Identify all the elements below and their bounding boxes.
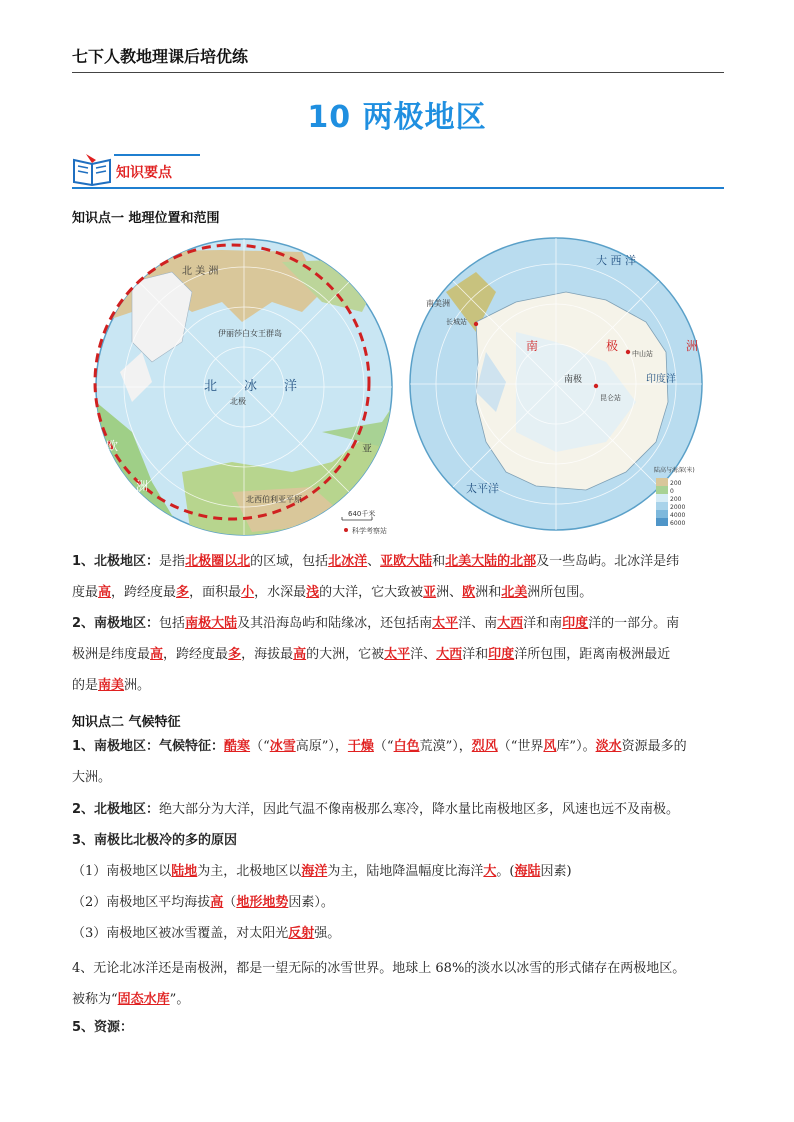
answer: 浅: [306, 585, 320, 600]
answer: 高: [293, 647, 307, 662]
answer: 干燥: [347, 739, 374, 754]
answer: 冰雪: [269, 739, 296, 754]
text: 包括: [159, 616, 186, 631]
text: 的大洲，它被: [306, 647, 385, 662]
answer: 海洋: [301, 864, 328, 879]
text: 被称为“: [72, 992, 118, 1007]
text: 为主，北极地区以: [197, 864, 302, 879]
legend-value-4: 4000: [670, 512, 686, 519]
map-label-siberia: 北西伯利亚平原: [246, 495, 302, 504]
answer: 太平: [432, 616, 459, 631]
arctic-map: [72, 232, 398, 542]
text: 。(: [496, 864, 515, 879]
map-label-zhou: 洲: [136, 479, 149, 493]
label-arctic-climate: 2、北极地区：: [72, 802, 160, 817]
map-label-great-wall: 长城站: [446, 318, 467, 326]
map-label-asia: 亚: [362, 444, 372, 455]
text: 资源最多的: [621, 739, 687, 754]
paragraph-antarctic-region: [72, 608, 724, 701]
text: 4、无论北冰洋还是南极洲，都是一望无际的冰雪世界。地球上 68%的淡水以冰雪的形式储存在两极地区。: [72, 961, 686, 976]
answer: 烈风: [471, 739, 498, 754]
answer: 风: [543, 739, 557, 754]
answer: 亚: [423, 585, 437, 600]
station-marker-icon: [344, 528, 348, 532]
section-label: 知识要点: [116, 165, 172, 181]
text: 及其沿海岛屿和陆缘冰，还包括南: [237, 616, 433, 631]
label-resources: 5、资源：: [72, 1020, 134, 1035]
page-title: 10 两极地区: [307, 100, 487, 135]
paragraph-reason-2: [72, 887, 724, 918]
text: （3）南极地区被冰雪覆盖，对太阳光: [72, 926, 289, 941]
answer: 大西: [436, 647, 463, 662]
text: 洋、: [410, 647, 437, 662]
legend-value-1: 0: [670, 488, 674, 495]
map-label-pacific: 太平洋: [466, 482, 499, 495]
paragraph-resources: [72, 1012, 724, 1043]
text: ，跨经度最: [111, 585, 177, 600]
elevation-legend-title: 陆高与海深(米): [654, 467, 695, 474]
legend-value-3: 2000: [670, 504, 686, 511]
text: 洋的一部分。南: [588, 616, 680, 631]
label-arctic: 1、北极地区：: [72, 554, 160, 569]
text: ，面积最: [189, 585, 242, 600]
answer: 固态水库: [117, 992, 170, 1007]
label-antarctic: 2、南极地区：: [72, 616, 160, 631]
map-ocean-label-2: 冰: [244, 379, 258, 394]
answer: 海陆: [514, 864, 541, 879]
section-bottom-line: [72, 187, 724, 189]
map-antarctica-label-1: 南: [526, 339, 539, 353]
map-ocean-label-1: 北: [204, 379, 218, 394]
text: （“: [373, 739, 394, 754]
map-label-zhongshan: 中山站: [632, 350, 653, 358]
answer: 高: [98, 585, 112, 600]
map-label-indian: 印度洋: [646, 374, 676, 385]
book-icon: [72, 152, 112, 186]
map-label-south-pole: 南极: [564, 375, 583, 385]
text: 因素）。: [288, 895, 334, 910]
map-label-ellesmere: 伊丽莎白女王群岛: [218, 329, 282, 338]
paragraph-ice-reservoir: [72, 953, 724, 1015]
text: 和: [432, 554, 446, 569]
station-greatwall-icon: [474, 322, 478, 326]
text: （: [223, 895, 237, 910]
answer: 陆地: [171, 864, 198, 879]
answer: 北冰洋: [328, 554, 368, 569]
text: 库”）。: [556, 739, 596, 754]
header-rule: [72, 72, 724, 73]
knowledge-point-1: 知识点一 地理位置和范围: [72, 211, 220, 226]
map-label-kunlun: 昆仑站: [600, 394, 621, 402]
answer: 多: [228, 647, 242, 662]
map-label-south-america: 南美洲: [426, 299, 450, 308]
answer: 小: [241, 585, 255, 600]
polar-maps: [72, 232, 724, 542]
text: 、: [367, 554, 381, 569]
text: 度最: [72, 585, 99, 600]
paragraph-reason-1: [72, 856, 724, 887]
label-antarctic-climate: 1、南极地区：气候特征：: [72, 739, 225, 754]
text: 洋和: [462, 647, 489, 662]
answer: 北极圈以北: [185, 554, 251, 569]
text: ，跨经度最: [163, 647, 229, 662]
text: 洲。: [124, 678, 151, 693]
text: 的大洋，它大致被: [319, 585, 424, 600]
answer: 高: [150, 647, 164, 662]
station-zhongshan-icon: [626, 350, 630, 354]
text: ，海拔最: [241, 647, 294, 662]
map-ocean-label-3: 洋: [284, 379, 298, 394]
map-label-europe: 欧: [106, 439, 119, 453]
answer: 南美: [98, 678, 125, 693]
text: 大洲。: [72, 770, 112, 785]
text: 极洲是纬度最: [72, 647, 151, 662]
answer: 太平: [384, 647, 411, 662]
answer: 白色: [393, 739, 420, 754]
text: （“: [250, 739, 270, 754]
answer: 大: [483, 864, 497, 879]
answer: 大西: [497, 616, 524, 631]
text: 高原”），: [295, 739, 348, 754]
answer: 南极大陆: [185, 616, 238, 631]
text: 洲所包围。: [527, 585, 593, 600]
section-top-line: [114, 154, 200, 156]
answer: 多: [176, 585, 190, 600]
answer: 亚欧大陆: [380, 554, 433, 569]
antarctic-map: [406, 232, 706, 542]
map-label-north-america: 北 美 洲: [182, 266, 219, 277]
map-label-north-pole: 北极: [230, 397, 246, 406]
text: 的是: [72, 678, 99, 693]
answer: 北美: [501, 585, 528, 600]
map-antarctica-label-2: 极: [606, 339, 619, 353]
label-reasons: 3、南极比北极冷的多的原因: [72, 833, 238, 848]
text: 洋和南: [523, 616, 563, 631]
map-scale: 640千米: [348, 510, 376, 518]
answer: 地形地势: [236, 895, 289, 910]
document-header: 七下人教地理课后培优练: [72, 47, 249, 66]
text: 的区域，包括: [250, 554, 329, 569]
paragraph-arctic-climate: [72, 794, 724, 825]
legend-value-5: 6000: [670, 520, 686, 527]
answer: 酷寒: [224, 739, 251, 754]
answer: 印度: [562, 616, 589, 631]
text: 洲、: [436, 585, 463, 600]
answer: 北美大陆的北部: [445, 554, 537, 569]
text: ，水深最: [254, 585, 307, 600]
legend-value-0: 200: [670, 480, 682, 487]
text: （“世界: [497, 739, 544, 754]
legend-value-2: 200: [670, 496, 682, 503]
paragraph-reasons-heading: [72, 825, 724, 856]
text: ”。: [169, 992, 190, 1007]
answer: 欧: [462, 585, 476, 600]
paragraph-antarctic-climate: [72, 731, 724, 793]
text: 荒漠”），: [419, 739, 472, 754]
map-label-atlantic: 大 西 洋: [596, 254, 636, 267]
text: 洋、南: [458, 616, 498, 631]
map-antarctica-label-3: 洲: [686, 339, 699, 353]
answer: 高: [210, 895, 224, 910]
section-heading: [72, 150, 724, 190]
paragraph-reason-3: [72, 918, 724, 949]
text: 洋所包围，距离南极洲最近: [514, 647, 671, 662]
text: 及一些岛屿。北冰洋是纬: [536, 554, 680, 569]
answer: 反射: [288, 926, 315, 941]
knowledge-point-2: 知识点二 气候特征: [72, 715, 181, 730]
text: 是指: [159, 554, 186, 569]
text: （2）南极地区平均海拔: [72, 895, 211, 910]
station-kunlun-icon: [594, 384, 598, 388]
answer: 印度: [488, 647, 515, 662]
text: 因素): [540, 864, 572, 879]
text: 强。: [314, 926, 341, 941]
text: 洲和: [475, 585, 502, 600]
text: （1）南极地区以: [72, 864, 172, 879]
text: 为主，陆地降温幅度比海洋: [327, 864, 484, 879]
paragraph-arctic-region: [72, 546, 724, 608]
answer: 淡水: [595, 739, 622, 754]
text: 绝大部分为大洋，因此气温不像南极那么寒冷，降水量比南极地区多，风速也远不及南极。: [159, 802, 680, 817]
map-legend-station: 科学考察站: [352, 527, 387, 535]
